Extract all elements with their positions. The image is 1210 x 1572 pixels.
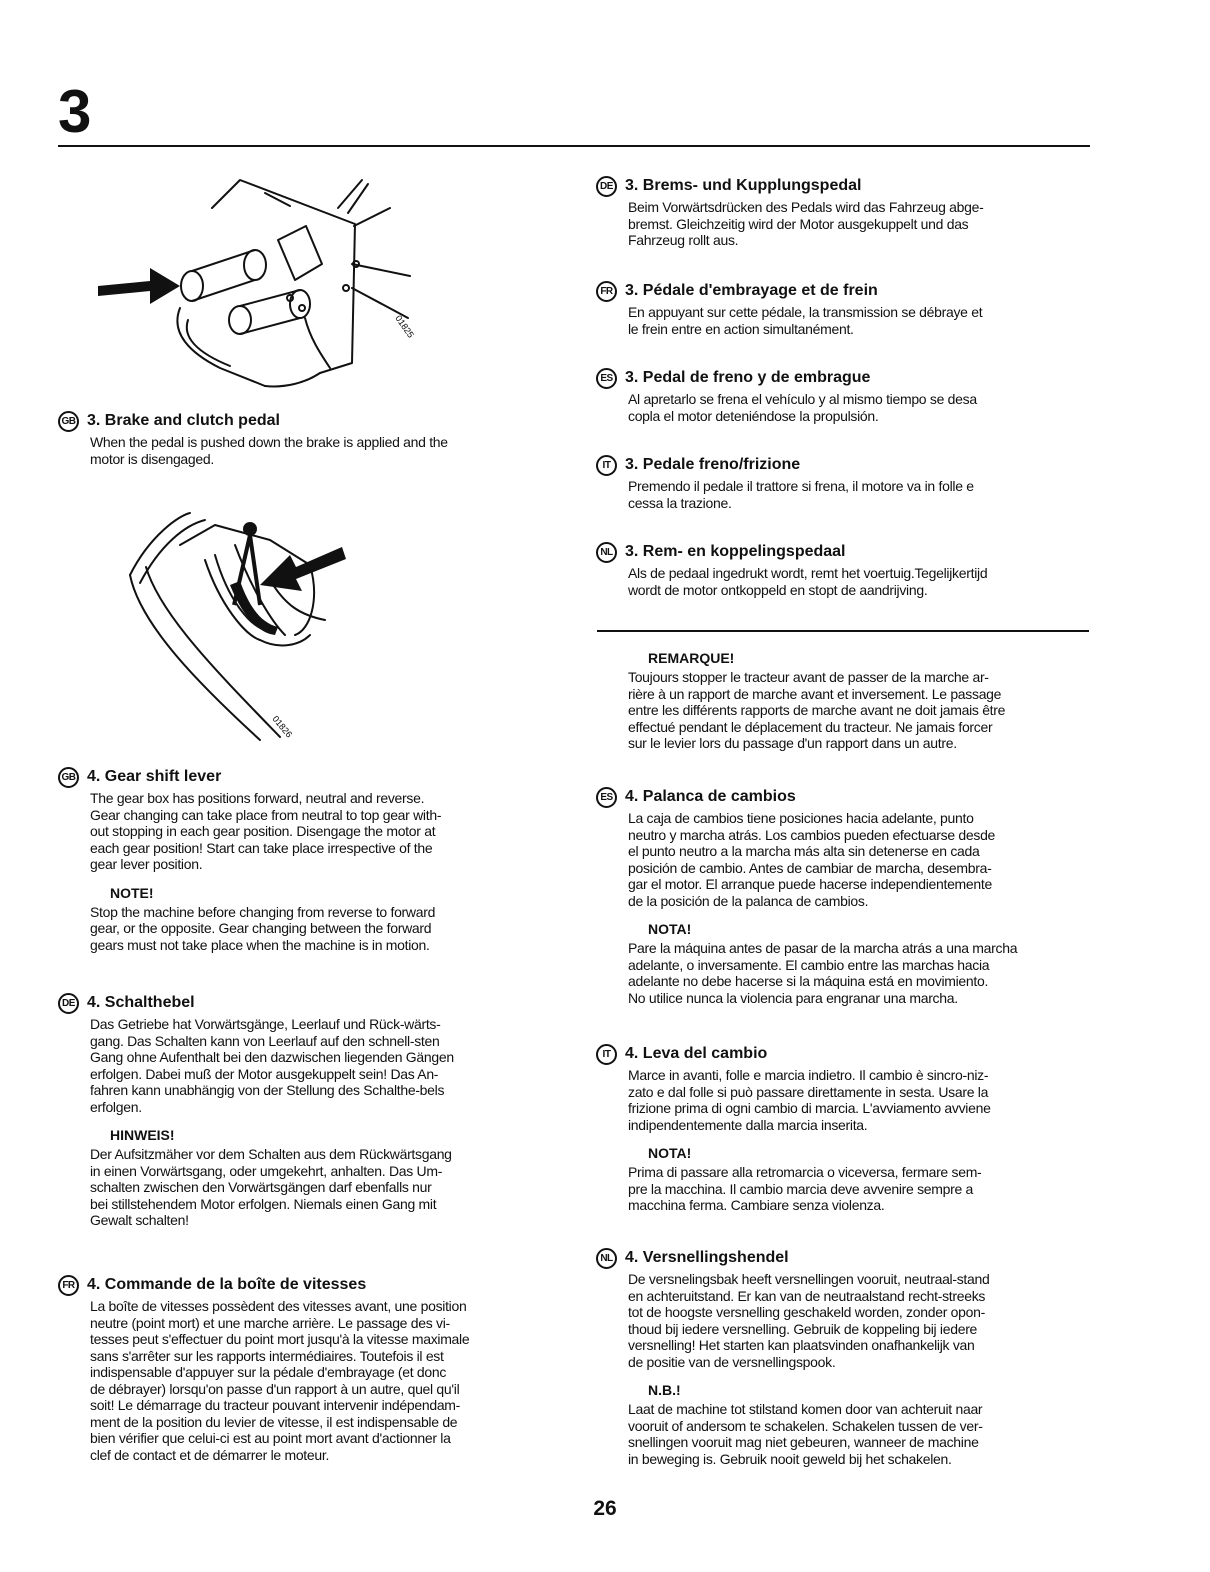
lang-badge-de: DE — [596, 176, 617, 197]
lang-badge-nl: NL — [596, 542, 617, 563]
section-gb-brake — [58, 408, 558, 467]
section-gb-gear — [58, 764, 558, 953]
section-fr-brake — [596, 278, 1096, 337]
section-title: 3. Pedale freno/frizione — [625, 456, 801, 473]
section-body: Das Getriebe hat Vorwärtsgänge, Leerlauf und Rück-wärts- gang. Das Schalten kann von Leerlauf auf den schnell-sten Gang ohne Aufenthalt bei den dazwischen liegenden Gängen erfolgen. Dabei muß der Motor ausgekuppelt sein! Das An- fahren kann unabhängig von der Stellung des Schalthe-bels erfolgen. — [90, 1016, 454, 1115]
lang-badge-it: IT — [596, 1044, 617, 1065]
section-title: 3. Pedal de freno y de embrague — [625, 369, 871, 386]
section-body: Al apretarlo se frena el vehículo y al mismo tiempo se desa copla el motor deteniéndose la propulsión. — [628, 391, 977, 424]
pedal-illustration — [90, 168, 450, 393]
section-title: 3. Brems- und Kupplungspedal — [625, 177, 862, 194]
section-body: En appuyant sur cette pédale, la transmission se débraye et le frein entre en action simultanément. — [628, 304, 983, 337]
lang-badge-es: ES — [596, 787, 617, 808]
lang-badge-nl: NL — [596, 1248, 617, 1269]
section-body: When the pedal is pushed down the brake is applied and the motor is disengaged. — [90, 434, 448, 467]
section-body: La boîte de vitesses possèdent des vitesses avant, une position neutre (point mort) et une marche arrière. Le passage des vi- tesses peut s'effectuer du point mort jusqu'à la vitesse maximale sans s'arrêter sur les rapports intermédiaires. Toutefois il est indispensable d'appuyer sur la pédale d'embrayage (et donc de débrayer) lorsqu'on passe d'un rapport à un autre, quel qu'il soit! Le démarrage du tracteur pouvant intervenir indépendam- ment de la position du levier de vitesse, il est indispensable de bien vérifier que celui-ci est au point mort avant d'actionner la clef de contact et de démarrer le moteur. — [90, 1298, 470, 1463]
section-it-gear — [596, 1041, 1096, 1214]
section-nl-brake — [596, 539, 1096, 598]
pedal-figure-code: 01825 — [393, 313, 416, 340]
lang-badge-fr: FR — [58, 1275, 79, 1296]
section-body: Beim Vorwärtsdrücken des Pedals wird das Fahrzeug abge- bremst. Gleichzeitig wird der Motor ausgekuppelt und das Fahrzeug rollt aus. — [628, 199, 984, 248]
note-title: HINWEIS! — [110, 1127, 175, 1143]
section-title: 4. Versnellingshendel — [625, 1249, 789, 1266]
section-de-gear — [58, 990, 558, 1229]
page-number: 26 — [593, 1497, 617, 1520]
section-title: 4. Schalthebel — [87, 994, 195, 1011]
section-nl-gear — [596, 1245, 1096, 1467]
note-title: NOTA! — [648, 1145, 692, 1161]
section-body: Als de pedaal ingedrukt wordt, remt het voertuig.Tegelijkertijd wordt de motor ontkoppeld en stopt de aandrijving. — [628, 565, 988, 598]
note-body: Laat de machine tot stilstand komen door van achteruit naar vooruit of andersom te schakelen. Schakelen tussen de ver- snellingen vooruit mag niet gebeuren, wanneer de machine in beweging is. Gebruik nooit geweld bij het schakelen. — [628, 1401, 983, 1467]
section-title: 3. Rem- en koppelingspedaal — [625, 543, 846, 560]
note-title: NOTA! — [648, 921, 692, 937]
lang-badge-es: ES — [596, 368, 617, 389]
lang-badge-it: IT — [596, 455, 617, 476]
column-rule — [597, 630, 1089, 632]
gear-lever-illustration — [110, 505, 410, 745]
section-body: Premendo il pedale il trattore si frena, il motore va in folle e cessa la trazione. — [628, 478, 974, 511]
section-es-gear — [596, 784, 1096, 1006]
lang-badge-gb: GB — [58, 411, 79, 432]
section-title: 4. Palanca de cambios — [625, 788, 796, 805]
header-rule — [58, 145, 1090, 147]
note-body: Toujours stopper le tracteur avant de passer de la marche ar- rière à un rapport de marche avant et inversement. Le passage entre les différents rapports de marche avant ne doit jamais être effectué pendant le déplacement du tracteur. Ne jamais forcer sur le levier lors du passage d'un rapport dans un autre. — [628, 669, 1006, 751]
note-title: NOTE! — [110, 884, 154, 901]
note-body: Stop the machine before changing from reverse to forward gear, or the opposite. Gear changing between the forward gears must not take place when the machine is in motion. — [90, 903, 436, 953]
section-de-brake — [596, 173, 1096, 249]
section-it-brake — [596, 452, 1096, 511]
note-title: N.B.! — [648, 1382, 681, 1398]
note-title: REMARQUE! — [648, 650, 735, 666]
section-body: The gear box has positions forward, neutral and reverse. Gear changing can take place from neutral to top gear with- out stopping in each gear position. Disengage the motor at each gear position! Start can take place irrespective of the gear lever position. — [90, 790, 442, 872]
section-body: De versnelingsbak heeft versnellingen vooruit, neutraal-stand en achteruitstand. Er kan van de neutraalstand recht-streeks tot de hoogste versnelling geschakeld worden, zonder opon- thoud bij iedere versnelling. Gebruik de koppeling bij iedere versnelling! Het starten kan plaatsvinden onafhankelijk van de positie van de versnellingspook. — [628, 1271, 990, 1370]
section-fr-remarque — [596, 638, 1096, 752]
chapter-number: 3 — [58, 78, 91, 145]
lang-badge-gb: GB — [58, 767, 79, 788]
section-title: 4. Commande de la boîte de vitesses — [87, 1276, 367, 1293]
note-body: Prima di passare alla retromarcia o viceversa, fermare sem- pre la macchina. Il cambio marcia deve avvenire sempre a macchina ferma. Cambiare senza violenza. — [628, 1164, 982, 1213]
lang-badge-fr: FR — [596, 281, 617, 302]
section-body: La caja de cambios tiene posiciones hacia adelante, punto neutro y marcha atrás. Los cambios pueden efectuarse desde el punto neutro a la marcha más alta sin detenerse en cada posición de cambio. Antes de cambiar de marcha, desembra- gar el motor. El arranque puede hacerse independientemente de la posición de la palanca de cambios. — [628, 810, 996, 909]
section-body: Marce in avanti, folle e marcia indietro. Il cambio è sincro-niz- zato e dal folle si può passare direttamente in sesta. Usare la frizione prima di ogni cambio di marcia. L'avviamento avviene indipendentemente dalla marcia inserita. — [628, 1067, 991, 1133]
section-title: 4. Leva del cambio — [625, 1045, 768, 1062]
section-title: 4. Gear shift lever — [87, 768, 222, 785]
section-es-brake — [596, 365, 1096, 424]
section-title: 3. Pédale d'embrayage et de frein — [625, 282, 878, 299]
note-body: Pare la máquina antes de pasar de la marcha atrás a una marcha adelante, o inversamente. El cambio entre las marchas hacia adelante no debe hacerse si la máquina está en movimiento. No utilice nunca la violencia para engranar una marcha. — [628, 940, 1018, 1006]
lever-figure-code: 01826 — [270, 713, 295, 740]
note-body: Der Aufsitzmäher vor dem Schalten aus dem Rückwärtsgang in einen Vorwärtsgang, oder umgekehrt, anhalten. Das Um- schalten zwischen den Vorwärtsgängen darf ebenfalls nur bei stillstehendem Motor erfolgen. Niemals einen Gang mit Gewalt schalten! — [90, 1146, 452, 1228]
lang-badge-de: DE — [58, 993, 79, 1014]
section-fr-gear — [58, 1272, 558, 1463]
section-title: 3. Brake and clutch pedal — [87, 412, 280, 429]
